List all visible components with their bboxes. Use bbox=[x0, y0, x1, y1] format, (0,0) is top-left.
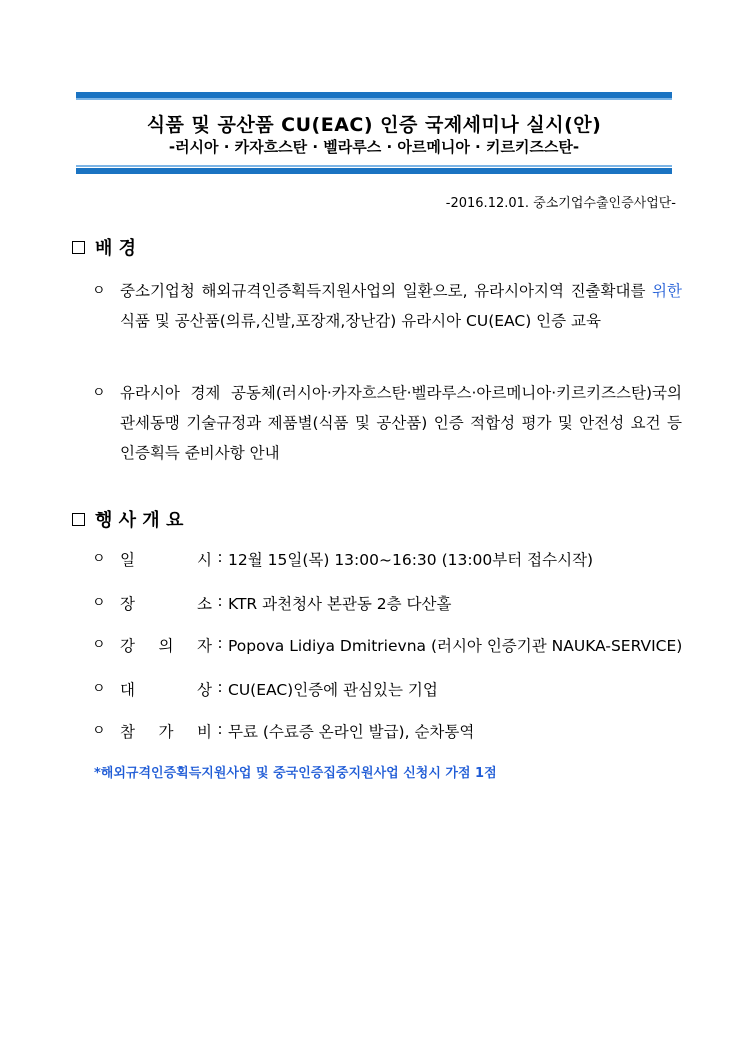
text-part: 식품 및 공산품(의류,신발,포장재,장난감) 유라시아 CU(EAC) 인증 교육 bbox=[120, 312, 601, 330]
bullet-icon: ㅇ bbox=[92, 283, 106, 299]
title-bottom-bar bbox=[76, 168, 672, 174]
section-heading-label: 행 사 개 요 bbox=[95, 510, 184, 531]
label-char: 의 bbox=[158, 637, 174, 655]
date-line: -2016.12.01. 중소기업수출인증사업단- bbox=[445, 196, 676, 211]
overview-row-fee bbox=[92, 720, 474, 742]
label-char: 상 bbox=[197, 681, 212, 699]
row-label bbox=[120, 548, 212, 570]
row-colon: : bbox=[217, 548, 223, 566]
row-label bbox=[120, 720, 212, 742]
row-value: KTR 과천청사 본관동 2층 다산홀 bbox=[228, 595, 452, 613]
row-label bbox=[120, 678, 212, 700]
row-colon: : bbox=[217, 678, 223, 696]
overview-row-place bbox=[92, 592, 451, 614]
label-char: 자 bbox=[197, 637, 212, 655]
label-char: 소 bbox=[197, 595, 212, 613]
row-value: 12월 15일(목) 13:00~16:30 (13:00부터 접수시작) bbox=[228, 551, 594, 569]
label-char: 대 bbox=[120, 681, 135, 699]
section-heading-background bbox=[72, 234, 136, 260]
bullet-icon: ㅇ bbox=[92, 385, 106, 401]
background-item bbox=[92, 276, 682, 336]
overview-row-date bbox=[92, 548, 593, 570]
title-box bbox=[76, 92, 672, 174]
label-char: 참 bbox=[120, 723, 135, 741]
checkbox-icon bbox=[72, 241, 85, 254]
text-part: 중소기업청 해외규격인증획득지원사업의 일환으로, 유라시아지역 진출확대를 bbox=[120, 282, 653, 300]
overview-row-lecturer bbox=[92, 634, 682, 656]
label-char: 강 bbox=[120, 637, 135, 655]
bullet-icon: ㅇ bbox=[92, 637, 106, 653]
checkbox-icon bbox=[72, 513, 85, 526]
background-item-text: 유라시아 경제 공동체(러시아·카자흐스탄·벨라루스·아르메니아·키르키즈스탄)국의 관세동맹 기술규정과 제품별(식품 및 공산품) 인증 적합성 평가 및 안전성 요건 등 인증획득 준비사항 안내 bbox=[120, 384, 682, 462]
label-char: 비 bbox=[197, 723, 212, 741]
row-value: 무료 (수료증 온라인 발급), 순차통역 bbox=[228, 723, 475, 741]
highlight-text: 위한 bbox=[652, 282, 682, 300]
label-char: 일 bbox=[120, 551, 135, 569]
section-heading-label: 배 경 bbox=[95, 238, 137, 259]
row-colon: : bbox=[217, 720, 223, 738]
bullet-icon: ㅇ bbox=[92, 681, 106, 697]
row-label bbox=[120, 634, 212, 656]
title-top-bar bbox=[76, 92, 672, 98]
label-char: 가 bbox=[158, 723, 174, 741]
label-char: 장 bbox=[120, 595, 135, 613]
background-item bbox=[92, 378, 682, 468]
bullet-icon: ㅇ bbox=[92, 595, 106, 611]
label-char: 시 bbox=[197, 551, 212, 569]
page-subtitle: -러시아 · 카자흐스탄 · 벨라루스 · 아르메니아 · 키르키즈스탄- bbox=[168, 138, 580, 156]
footnote: *해외규격인증획득지원사업 및 중국인증집중지원사업 신청시 가점 1점 bbox=[94, 766, 497, 781]
section-heading-overview bbox=[72, 506, 183, 532]
row-colon: : bbox=[217, 592, 223, 610]
page-title: 식품 및 공산품 CU(EAC) 인증 국제세미나 실시(안) bbox=[146, 114, 602, 136]
background-item-text bbox=[120, 276, 682, 336]
row-value: CU(EAC)인증에 관심있는 기업 bbox=[228, 681, 438, 699]
row-value: Popova Lidiya Dmitrievna (러시아 인증기관 NAUKA-SERVICE) bbox=[228, 637, 683, 655]
row-label bbox=[120, 592, 212, 614]
row-colon: : bbox=[217, 634, 223, 652]
bullet-icon: ㅇ bbox=[92, 723, 106, 739]
overview-row-target bbox=[92, 678, 438, 700]
bullet-icon: ㅇ bbox=[92, 551, 106, 567]
